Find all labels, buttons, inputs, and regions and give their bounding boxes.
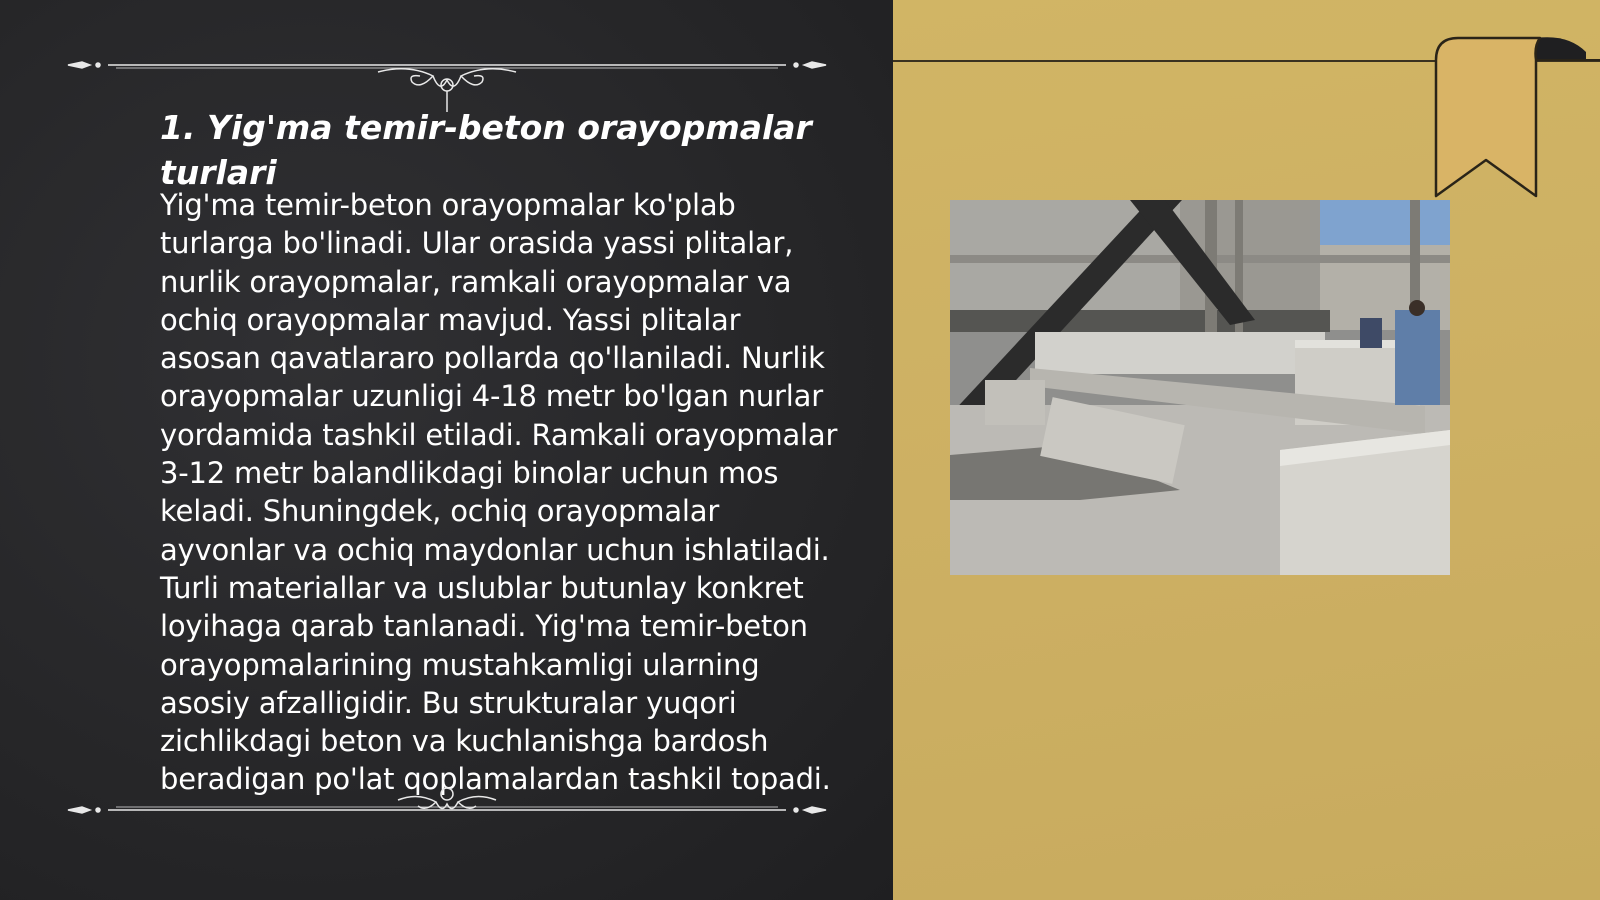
slide-title: 1. Yig'ma temir-beton orayopmalar turlari xyxy=(160,108,812,192)
precast-slab-photo xyxy=(950,200,1450,575)
slide-body-text: Yig'ma temir-beton orayopmalar ko'plab turlarga bo'linadi. Ular orasida yassi plitalar, nurlik orayopmalar, ramkali orayopmalar va ochiq orayopmalar mavjud. Yassi plitalar asosan qavatlararo pollarda qo'llaniladi. Nurlik orayopmalar uzunligi 4-18 metr bo'lgan nurlar yordamida tashkil etiladi. Ramkali orayopmalar 3-12 metr balandlikdagi binolar uchun mos keladi. Shuningdek, ochiq orayopmalar ayvonlar va ochiq maydonlar uchun ishlatiladi. Turli materiallar va uslublar butunlay konkret loyihaga qarab tanlanadi. Yig'ma temir-beton orayopmalarining mustahkamligi ularning asosiy afzalligidir. Bu strukturalar yuqori zichlikdagi beton va kuchlanishga bardosh beradigan po'lat qoplamalardan tashkil topadi. xyxy=(160,188,838,797)
ornament-bottom-icon xyxy=(68,780,826,830)
ornament-top-icon xyxy=(68,50,826,100)
ribbon-bookmark-icon xyxy=(1436,36,1600,198)
